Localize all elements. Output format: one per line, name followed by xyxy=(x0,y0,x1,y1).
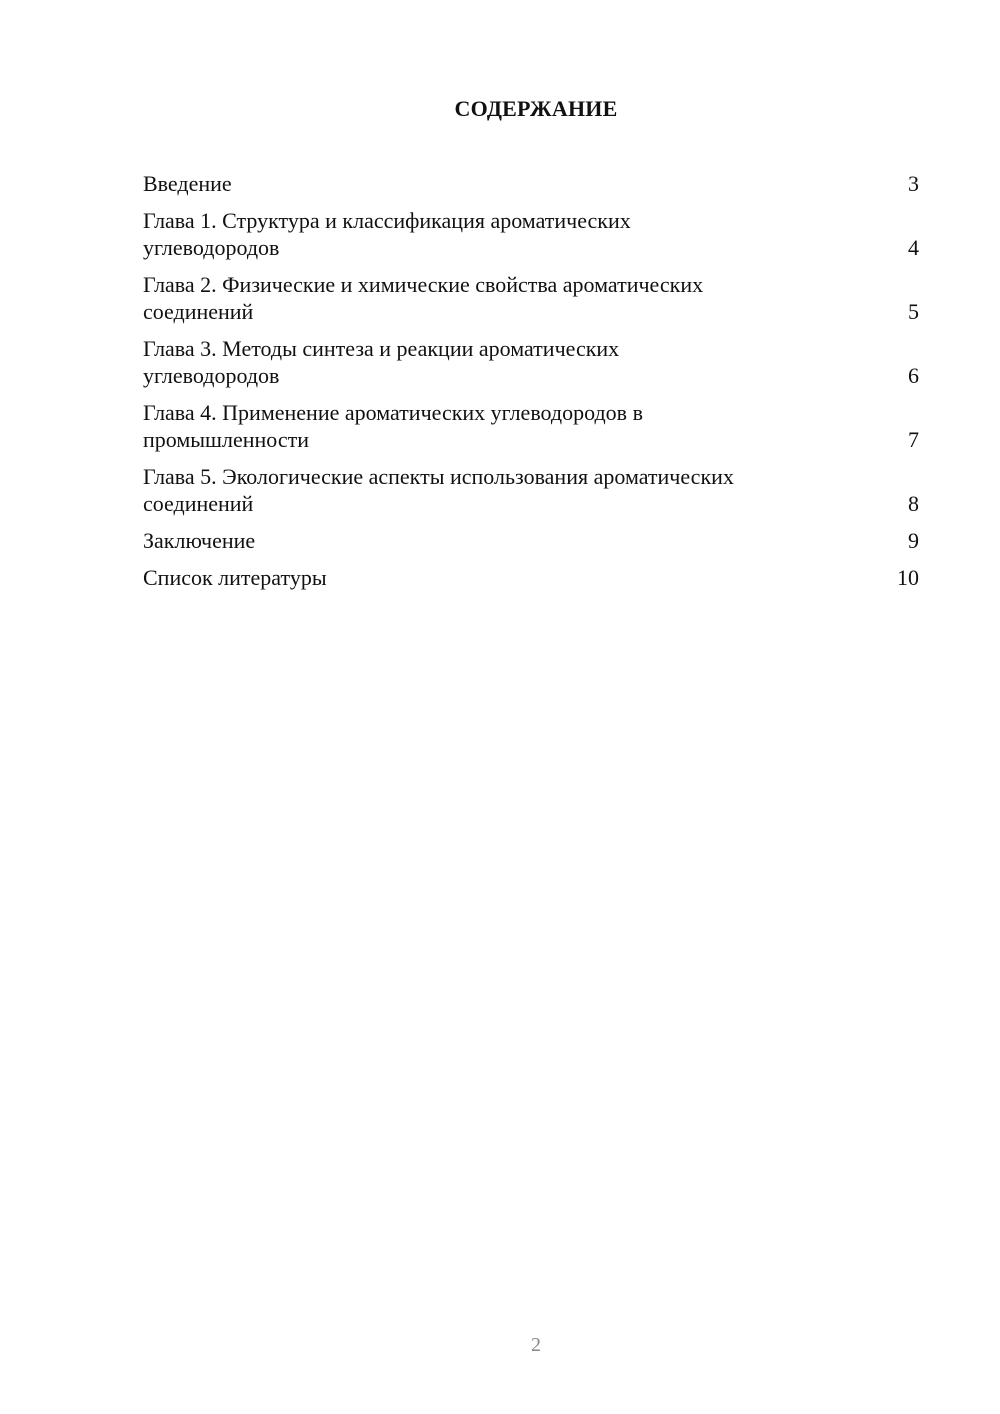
toc-item xyxy=(143,527,919,554)
toc-item-label: Заключение xyxy=(143,528,256,553)
toc-item xyxy=(143,564,919,591)
table-of-contents xyxy=(143,170,919,601)
toc-item-page: 6 xyxy=(908,363,919,388)
toc-item-label: Глава 2. Физические и химические свойства ароматических соединений xyxy=(143,272,704,324)
page-number: 2 xyxy=(531,1334,541,1356)
toc-item xyxy=(143,463,919,517)
toc-item-label: Введение xyxy=(143,171,232,196)
toc-item-page: 8 xyxy=(908,491,919,516)
toc-item xyxy=(143,207,919,261)
toc-item-label: Глава 5. Экологические аспекты использования ароматических соединений xyxy=(143,464,734,516)
toc-item-label: Глава 1. Структура и классификация ароматических углеводородов xyxy=(143,208,631,260)
page-title: СОДЕРЖАНИЕ xyxy=(454,96,618,121)
toc-item-page: 5 xyxy=(908,299,919,324)
toc-item xyxy=(143,170,919,197)
toc-item-page: 4 xyxy=(908,235,919,260)
toc-item-label: Глава 3. Методы синтеза и реакции ароматических углеводородов xyxy=(143,336,620,388)
toc-item-page: 7 xyxy=(908,427,919,452)
toc-item-page: 9 xyxy=(908,528,919,553)
toc-item xyxy=(143,335,919,389)
toc-item xyxy=(143,399,919,453)
toc-item-label: Глава 4. Применение ароматических углеводородов в промышленности xyxy=(143,400,643,452)
toc-item-page: 10 xyxy=(897,565,919,590)
toc-item-page: 3 xyxy=(908,171,919,196)
toc-item-label: Список литературы xyxy=(143,565,327,590)
toc-item xyxy=(143,271,919,325)
